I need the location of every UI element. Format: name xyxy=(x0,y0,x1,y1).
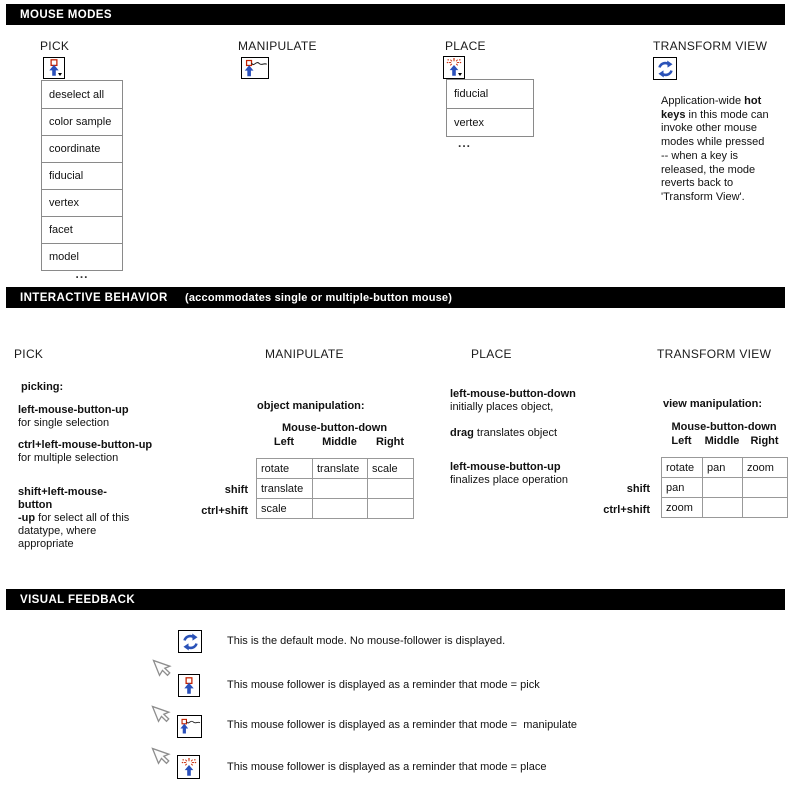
transform-view-behavior-table xyxy=(661,457,788,518)
pick-mode-menu xyxy=(41,80,123,271)
section-header-interactive-behavior xyxy=(6,287,785,308)
section-title: VISUAL FEEDBACK xyxy=(20,593,136,606)
pick-behavior-heading: picking: xyxy=(21,381,64,393)
modifier-row-label: ctrl+shift xyxy=(603,504,650,516)
place-menu-item[interactable]: fiducial xyxy=(454,88,489,100)
table-cell xyxy=(703,498,743,518)
transform-view-feedback-icon xyxy=(178,630,202,653)
section-header-mouse-modes xyxy=(6,4,785,25)
feedback-description: This is the default mode. No mouse-follower is displayed. xyxy=(227,635,506,647)
manipulate-mode-button[interactable] xyxy=(241,57,269,79)
section-title: MOUSE MODES xyxy=(20,8,112,21)
manipulate-icon xyxy=(243,59,268,78)
pick-menu-item[interactable]: color sample xyxy=(42,108,122,135)
pick-behavior-entry: shift+left-mouse-button -up for select all of this datatype, where appropriate xyxy=(18,486,130,550)
table-cell: translate xyxy=(313,459,368,479)
column-header: Right xyxy=(750,435,779,447)
pick-menu-item[interactable]: deselect all xyxy=(49,88,105,101)
section-header-visual-feedback xyxy=(6,589,785,610)
section-title: INTERACTIVE BEHAVIOR xyxy=(20,291,168,304)
mode-column-label-manipulate: MANIPULATE xyxy=(238,39,317,53)
pick-behavior-entry: left-mouse-button-up for single selection xyxy=(18,404,129,429)
pick-menu-item[interactable]: coordinate xyxy=(42,135,122,162)
table-cell xyxy=(368,479,414,499)
table-cell xyxy=(743,498,788,518)
modifier-row-label: ctrl+shift xyxy=(201,505,248,517)
table-cell: translate xyxy=(257,479,313,499)
table-cell xyxy=(313,479,368,499)
mouse-cursor-icon xyxy=(150,655,176,681)
column-header: Middle xyxy=(704,435,740,447)
transform-view-table-columns xyxy=(661,435,787,447)
column-header: Left xyxy=(273,436,295,448)
place-icon xyxy=(180,758,198,777)
transform-view-icon xyxy=(656,60,675,78)
place-menu-item[interactable]: vertex xyxy=(447,108,533,136)
pick-feedback-icon xyxy=(178,674,200,697)
dropdown-arrow-icon xyxy=(458,73,462,76)
place-mode-menu xyxy=(446,79,534,137)
pick-mode-button[interactable] xyxy=(43,57,65,79)
place-behavior-entry: left-mouse-button-up finalizes place operation xyxy=(450,461,569,486)
more-items-ellipsis: ... xyxy=(75,267,89,281)
pick-menu-item[interactable]: fiducial xyxy=(42,162,122,189)
transform-view-table-title: Mouse-button-down xyxy=(671,421,777,433)
dropdown-arrow-icon xyxy=(58,73,62,76)
pick-behavior-entry: ctrl+left-mouse-button-up for multiple selection xyxy=(18,439,153,464)
transform-view-mode-button[interactable] xyxy=(653,57,677,80)
mouse-cursor-icon xyxy=(149,701,175,727)
table-cell: scale xyxy=(257,499,313,519)
table-cell: rotate xyxy=(257,459,313,479)
manipulate-icon xyxy=(179,718,201,735)
mouse-cursor-icon xyxy=(149,743,175,769)
section-subtitle: (accommodates single or multiple-button mouse) xyxy=(185,291,453,304)
column-header: Right xyxy=(375,436,405,448)
place-mode-button[interactable] xyxy=(443,56,465,79)
behavior-column-label-place: PLACE xyxy=(471,347,512,361)
table-cell xyxy=(368,499,414,519)
table-cell: scale xyxy=(368,459,414,479)
table-cell xyxy=(743,478,788,498)
behavior-column-label-manipulate: MANIPULATE xyxy=(265,347,344,361)
table-cell xyxy=(313,499,368,519)
mode-column-label-pick: PICK xyxy=(40,39,70,53)
table-cell: zoom xyxy=(743,458,788,478)
pick-icon xyxy=(180,677,198,695)
place-feedback-icon xyxy=(177,755,200,779)
column-header: Middle xyxy=(322,436,357,448)
manipulate-behavior-table xyxy=(256,458,414,519)
behavior-column-label-pick: PICK xyxy=(14,347,44,361)
mode-column-label-transform-view: TRANSFORM VIEW xyxy=(653,39,768,53)
modifier-row-label: shift xyxy=(224,484,248,496)
table-cell xyxy=(703,478,743,498)
pick-menu-item[interactable]: vertex xyxy=(42,189,122,216)
manipulate-table-title: Mouse-button-down xyxy=(281,422,388,434)
table-cell: pan xyxy=(703,458,743,478)
table-cell: rotate xyxy=(662,458,703,478)
feedback-description: This mouse follower is displayed as a reminder that mode = pick xyxy=(227,679,540,691)
column-header: Left xyxy=(671,435,692,447)
transform-view-behavior-heading: view manipulation: xyxy=(663,398,763,410)
more-items-ellipsis: ... xyxy=(458,136,472,150)
transform-view-note: Application-wide hot keys in this mode can invoke other mouse modes while pressed -- when a key is released, the mode reverts back to 'Transform View'. xyxy=(661,95,769,203)
feedback-description: This mouse follower is displayed as a reminder that mode = place xyxy=(227,761,547,773)
table-cell: zoom xyxy=(662,498,703,518)
place-behavior-entry: left-mouse-button-down initially places object, xyxy=(450,388,576,413)
transform-view-icon xyxy=(181,633,200,651)
place-behavior-entry: drag translates object xyxy=(450,427,557,439)
behavior-column-label-transform-view: TRANSFORM VIEW xyxy=(657,347,772,361)
manipulate-feedback-icon xyxy=(177,715,202,738)
modifier-row-label: shift xyxy=(626,483,650,495)
mode-column-label-place: PLACE xyxy=(445,39,486,53)
pick-menu-item[interactable]: facet xyxy=(42,216,122,243)
table-cell: pan xyxy=(662,478,703,498)
feedback-description: This mouse follower is displayed as a reminder that mode = manipulate xyxy=(227,719,578,731)
manipulate-behavior-heading: object manipulation: xyxy=(257,400,365,412)
pick-menu-item[interactable]: model xyxy=(42,243,122,270)
manipulate-table-columns xyxy=(256,436,413,448)
